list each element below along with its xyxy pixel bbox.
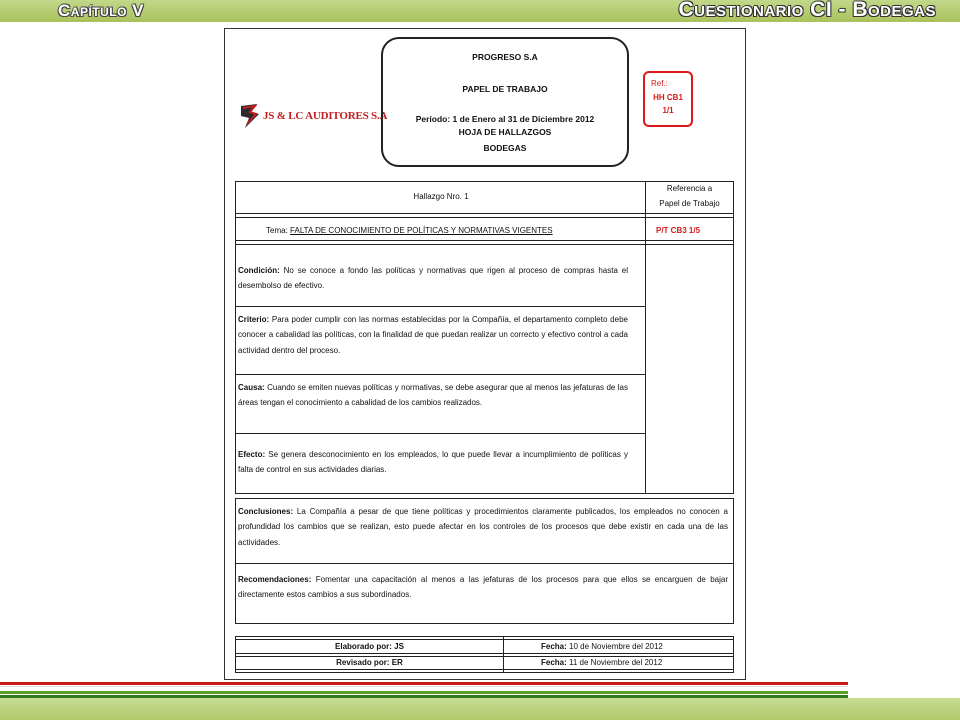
- company-name: PROGRESO S.A: [472, 52, 538, 62]
- conclusions-text: La Compañía a pesar de que tiene políticas y procedimientos claramente publicados, los empleados no conocen a profundidad los cambios que se realizan, esto puede afectar en los controles de los procesos que debe existir en cada una de las actividades.: [238, 507, 728, 547]
- decorative-stripes: [0, 682, 848, 698]
- recommendations-paragraph: [238, 572, 728, 603]
- sheet-name: HOJA DE HALLAZGOS: [458, 127, 552, 137]
- document-title: Cuestionario CI - Bodegas: [678, 0, 936, 21]
- auditor-logo-text: JS & LC AUDITORES S.A: [263, 110, 388, 122]
- top-banner: [0, 0, 960, 22]
- topic-row: [266, 226, 646, 235]
- ref-header-line1: Referencia a: [666, 184, 713, 193]
- criteria-text: Para poder cumplir con las normas establecidas por la Compañía, el departamento completo debe conocer a cabalidad las políticas, con la finalidad de que puedan realizar un correcto y efectivo control a cada actividad dentro del proceso.: [238, 315, 628, 355]
- reviewed-date: 11 de Noviembre del 2012: [569, 658, 663, 667]
- condition-text: No se conoce a fondo las políticas y normativas que rigen al proceso de compras hasta el desembolso de efectivo.: [238, 266, 628, 291]
- recommendations-text: Fomentar una capacitación al menos a las jefaturas de los procesos para que ellos se encarguen de bajar directamente estos cambios a sus subordinados.: [238, 575, 728, 600]
- reference-page: 1/1: [662, 106, 674, 115]
- reference-code: HH CB1: [653, 93, 683, 102]
- prepared-date-row: [541, 642, 731, 651]
- reviewed-by: ER: [391, 658, 403, 667]
- prepared-by-row: [236, 642, 503, 651]
- conclusions-label: Conclusiones:: [238, 507, 294, 516]
- finding-table: [235, 181, 734, 494]
- auditor-logo-icon: [239, 102, 261, 130]
- cause-text: Cuando se emiten nuevas políticas y normativas, se debe asegurar que al menos las jefaturas de las áreas tengan el conocimiento a cabalidad de los cambios realizados.: [238, 383, 628, 408]
- effect-paragraph: [238, 447, 628, 478]
- reviewed-label: Revisado por:: [336, 658, 390, 667]
- doc-type: PAPEL DE TRABAJO: [462, 84, 548, 94]
- reference-label: Ref.:: [651, 79, 668, 88]
- finding-number: Hallazgo Nro. 1: [413, 192, 469, 201]
- prepared-date-label: Fecha:: [541, 642, 567, 651]
- period: Período: 1 de Enero al 31 de Diciembre 2012: [415, 114, 595, 124]
- criteria-paragraph: [238, 312, 628, 358]
- conclusions-paragraph: [238, 504, 728, 550]
- work-paper-page: [224, 28, 746, 680]
- topic-text: FALTA DE CONOCIMIENTO DE POLÍTICAS Y NORMATIVAS VIGENTES: [290, 226, 553, 235]
- prepared-label: Elaborado por:: [335, 642, 392, 651]
- chapter-title: Capítulo V: [58, 1, 145, 20]
- cause-label: Causa:: [238, 383, 265, 392]
- reviewed-by-row: [236, 658, 503, 667]
- auditor-logo: [239, 102, 388, 132]
- reference-box: [643, 71, 693, 127]
- criteria-label: Criterio:: [238, 315, 270, 324]
- effect-label: Efecto:: [238, 450, 266, 459]
- recommendations-label: Recomendaciones:: [238, 575, 312, 584]
- prepared-date: 10 de Noviembre del 2012: [569, 642, 663, 651]
- topic-reference: P/T CB3 1/5: [656, 226, 701, 235]
- prepared-by: JS: [394, 642, 404, 651]
- area-name: BODEGAS: [483, 143, 527, 153]
- condition-paragraph: [238, 263, 628, 294]
- bottom-banner: [0, 698, 960, 720]
- reviewed-date-row: [541, 658, 731, 667]
- conclusions-table: [235, 498, 734, 624]
- signoff-table: [235, 636, 734, 673]
- condition-label: Condición:: [238, 266, 280, 275]
- topic-label: Tema:: [266, 226, 288, 235]
- reviewed-date-label: Fecha:: [541, 658, 567, 667]
- header-box: [381, 37, 629, 167]
- effect-text: Se genera desconocimiento en los empleados, lo que puede llevar a incumplimiento de políticas y falta de control en sus actividades diarias.: [238, 450, 628, 475]
- ref-header-line2: Papel de Trabajo: [659, 199, 720, 208]
- cause-paragraph: [238, 380, 628, 411]
